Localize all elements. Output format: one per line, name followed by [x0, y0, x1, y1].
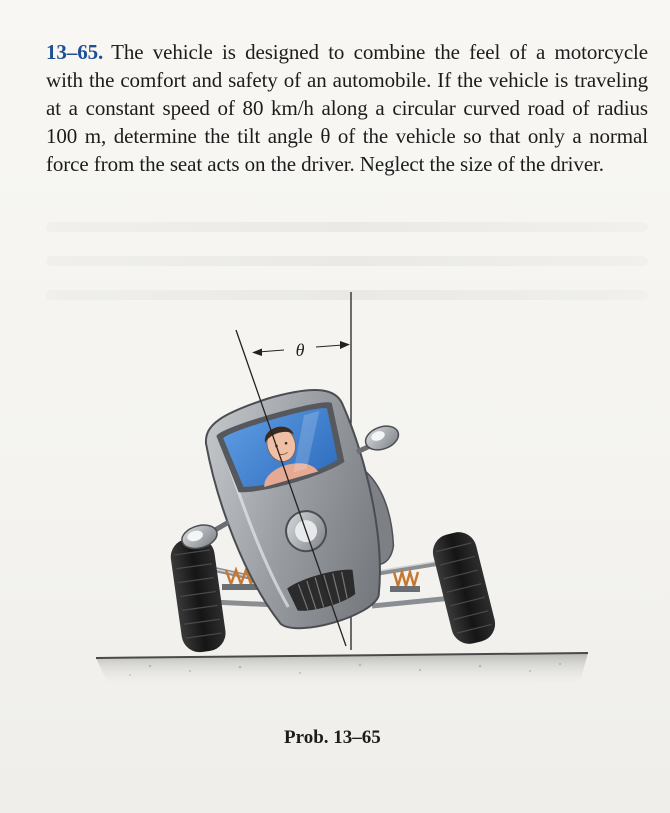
right-spring: [394, 572, 418, 586]
problem-statement: [46, 38, 648, 178]
vehicle-figure: [0, 270, 670, 690]
left-wheel: [168, 535, 227, 654]
bleed-line: [46, 256, 648, 266]
right-wheel: [429, 528, 499, 647]
problem-text: The vehicle is designed to combine the feel of a motorcycle with the comfort and safety of an automobile. If the vehicle is traveling at a constant speed of 80 km/h along a circular curved road of radius 100 m, determine the tilt angle θ of the vehicle so that only a normal force from the seat acts on the driver. Neglect the size of the driver.: [46, 40, 648, 176]
theta-dimension: [252, 340, 350, 360]
bleed-line: [46, 222, 648, 232]
road-ground: [96, 653, 588, 688]
figure-caption: Prob. 13–65: [284, 727, 381, 748]
problem-number: 13–65.: [46, 40, 104, 64]
right-mirror: [357, 422, 402, 454]
theta-label: θ: [295, 340, 305, 360]
